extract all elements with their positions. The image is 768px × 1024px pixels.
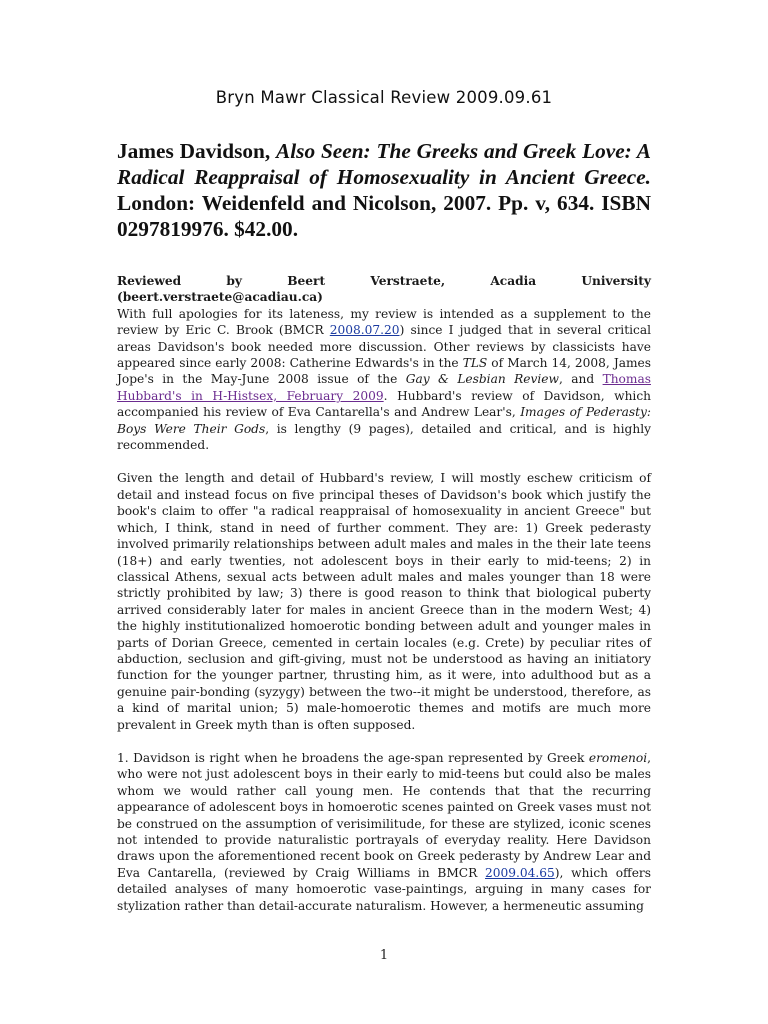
italic-images-of-pederasty: Images of Pederasty: Boys Were Their Gods	[117, 405, 651, 436]
hubbard-review-link[interactable]: Thomas Hubbard's in H-Histsex, February 2009	[117, 372, 651, 403]
book-citation	[117, 138, 651, 242]
book-title: Also Seen: The Greeks and Greek Love: A Radical Reappraisal of Homosexuality in Ancient Greece.	[117, 139, 652, 189]
book-publication-info: London: Weidenfeld and Nicolson, 2007. Pp. v, 634. ISBN 0297819976. $42.00.	[117, 191, 651, 241]
series-heading: Bryn Mawr Classical Review 2009.09.61	[215, 88, 553, 107]
bmcr-link-2009-04-65[interactable]: 2009.04.65	[485, 865, 555, 880]
text-span: ) since I judged that in several critical areas Davidson's book needed more discussion. Other reviews by classicists have appeared since early 2008: Catherine Edwards's in the	[117, 323, 651, 371]
text-span: ), which offers detailed analyses of many homoerotic vase-paintings, arguing in many cases for stylization rather than detail-accurate naturalism. However, a hermeneutic assuming	[117, 865, 651, 913]
book-author: James Davidson,	[117, 139, 271, 163]
page-number: 1	[379, 948, 389, 963]
review-body	[117, 273, 651, 931]
paragraph-3	[117, 750, 651, 914]
italic-gay-lesbian-review: Gay & Lesbian Review	[405, 372, 559, 387]
reviewer-line: Reviewed by Beert Verstraete, Acadia University (beert.verstraete@acadiau.ca)	[117, 274, 651, 305]
paragraph-2: Given the length and detail of Hubbard's review, I will mostly eschew criticism of detail and instead focus on five principal theses of Davidson's book which justify the book's claim to offer "a radical reappraisal of homosexuality in ancient Greece" but which, I think, stand in need of further comment. They are: 1) Greek pederasty involved primarily relationships between adult males and males in the their late teens (18+) and early twenties, not adolescent boys in their early to mid-teens; 2) in classical Athens, sexual acts between adult males and males younger than 18 were strictly prohibited by law; 3) there is good reason to think that biological puberty arrived considerably later for males in ancient Greece than in the modern West; 4) the highly institutionalized homoerotic bonding between adult and younger males in parts of Dorian Greece, cemented in certain locales (e.g. Crete) by peculiar rites of abduction, seclusion and gift-giving, must not be understood as having an initiatory function for the younger partner, thrusting him, as it were, into adulthood but as a genuine pair-bonding (syzygy) between the two--it might be understood, therefore, as a kind of marital union; 5) male-homoerotic themes and motifs are much more prevalent in Greek myth than is often supposed.	[117, 471, 651, 732]
text-span: of March 14, 2008, James Jope's in the May-June 2008 issue of the	[117, 356, 652, 387]
text-span: , who were not just adolescent boys in their early to mid-teens but could also be males whom we would rather call young men. He contends that that the recurring appearance of adolescent boys in homoerotic scenes painted on Greek vases must not be construed on the assumption of verisimilitude, for these are stylized, iconic scenes not intended to provide naturalistic portrayals of everyday reality. Here Davidson draws upon the aforementioned recent book on Greek pederasty by Andrew Lear and Eva Cantarella, (reviewed by Craig Williams in BMCR	[117, 750, 651, 880]
text-span: . Hubbard's review of Davidson, which accompanied his review of Eva Cantarella's and Andrew Lear's,	[117, 388, 651, 420]
text-span: , and	[558, 372, 603, 387]
italic-tls: TLS	[462, 356, 488, 371]
text-span: 1. Davidson is right when he broadens the age-span represented by Greek	[117, 750, 589, 765]
paragraph-1	[117, 273, 651, 453]
italic-eromenoi: eromenoi	[588, 750, 648, 765]
bmcr-link-2008-07-20[interactable]: 2008.07.20	[329, 323, 400, 338]
text-span: , is lengthy (9 pages), detailed and critical, and is highly recommended.	[117, 421, 651, 453]
text-span: With full apologies for its lateness, my review is intended as a supplement to the review by Eric C. Brook (BMCR	[117, 306, 651, 338]
